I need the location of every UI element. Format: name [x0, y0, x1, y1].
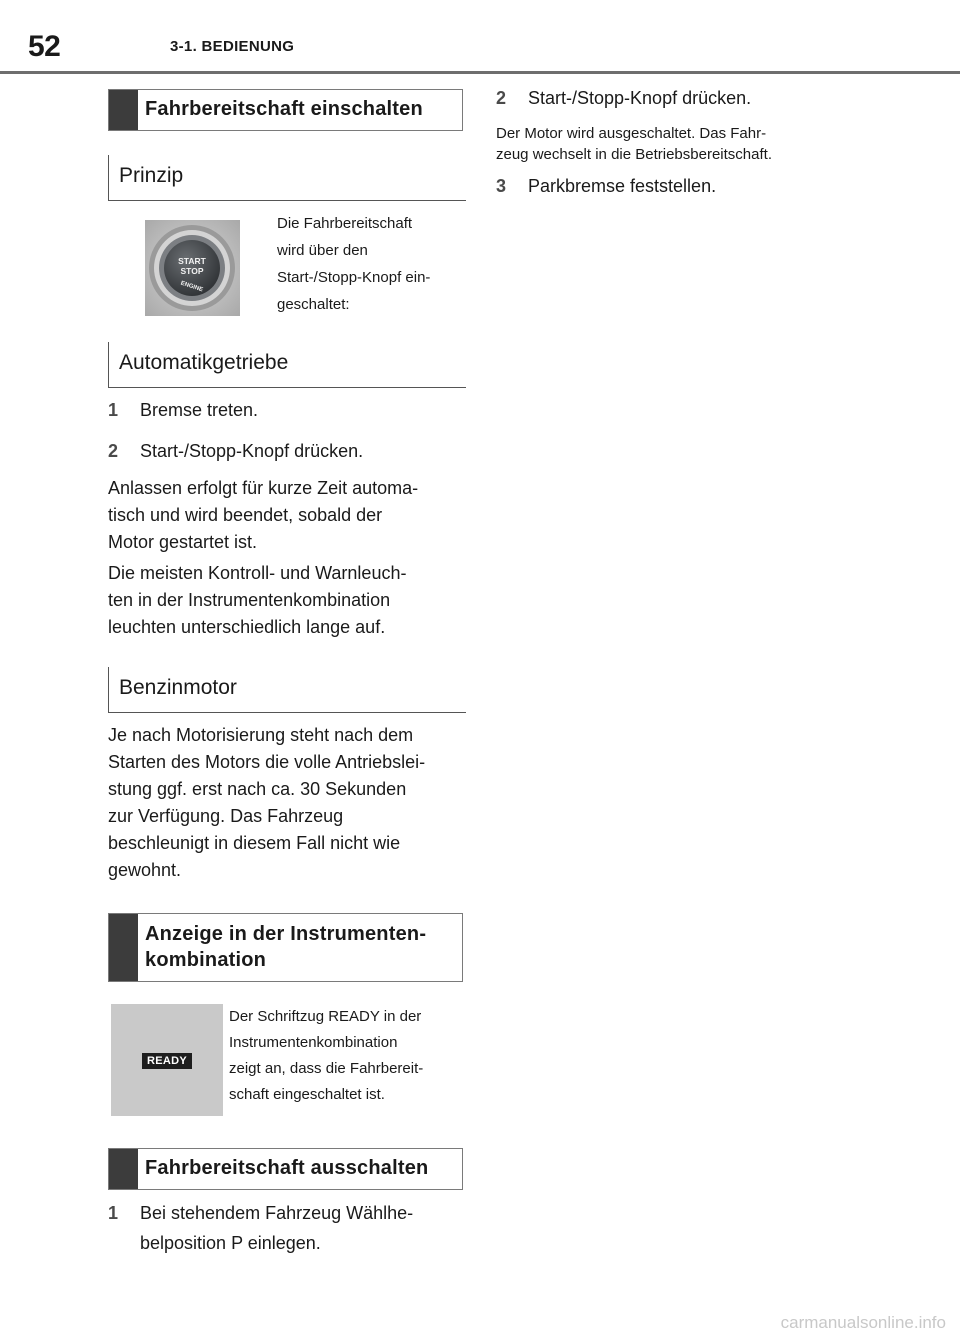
button-label-stop: STOP: [180, 266, 204, 276]
step-number: 2: [108, 441, 119, 461]
caption-line: Die Fahrbereitschaft: [277, 215, 413, 232]
section-title-line: kombination: [145, 949, 267, 971]
section-title: Fahrbereitschaft ausschalten: [145, 1157, 429, 1179]
caption-line: zeigt an, dass die Fahrbereit-: [229, 1060, 424, 1077]
ready-indicator: READY: [142, 1053, 192, 1069]
para-line: Starten des Motors die volle Antriebslei-: [108, 752, 426, 772]
watermark: carmanualsonline.info: [780, 1313, 946, 1332]
step-number: 2: [496, 88, 507, 108]
step-text: Start-/Stopp-Knopf drücken.: [140, 441, 364, 461]
para-line: Motor gestartet ist.: [108, 532, 258, 552]
step-text-line: Bei stehendem Fahrzeug Wählhe-: [140, 1203, 414, 1223]
para-line: Die meisten Kontroll- und Warnleuch-: [108, 563, 407, 583]
para-line: gewohnt.: [108, 860, 182, 880]
subheading-label: Prinzip: [119, 164, 184, 187]
section-heading-off: [108, 1148, 463, 1190]
page-number: 52: [28, 30, 61, 63]
button-label-engine: ENGINE: [179, 280, 204, 294]
step-number: 1: [108, 400, 119, 420]
para-line: Je nach Motorisierung steht nach dem: [108, 725, 414, 745]
section-bar: [109, 90, 138, 130]
step-number: 1: [108, 1203, 119, 1223]
ready-display-image: [111, 1004, 223, 1116]
note-line: zeug wechselt in die Betriebsbereitschaft.: [496, 146, 772, 163]
step-text: Bremse treten.: [140, 400, 259, 420]
para-line: leuchten unterschiedlich lange auf.: [108, 617, 386, 637]
para-line: Anlassen erfolgt für kurze Zeit automa-: [108, 478, 419, 498]
caption-line: Instrumentenkombination: [229, 1034, 398, 1051]
caption-line: schaft eingeschaltet ist.: [229, 1086, 385, 1103]
subheading-label: Benzinmotor: [119, 676, 237, 699]
step-text: Parkbremse feststellen.: [528, 176, 717, 196]
para-line: stung ggf. erst nach ca. 30 Sekunden: [108, 779, 407, 799]
para-line: tisch und wird beendet, sobald der: [108, 505, 383, 525]
header-rule: [0, 71, 960, 74]
section-heading-display: [108, 913, 463, 982]
subheading-automatikgetriebe: [108, 342, 466, 388]
caption-line: Start-/Stopp-Knopf ein-: [277, 269, 431, 286]
chapter-title: 3-1. BEDIENUNG: [170, 38, 295, 55]
para-line: ten in der Instrumentenkombination: [108, 590, 391, 610]
section-heading-on: [108, 89, 463, 131]
caption-line: wird über den: [277, 242, 368, 259]
section-bar: [109, 914, 138, 981]
caption-line: geschaltet:: [277, 296, 350, 313]
note-line: Der Motor wird ausgeschaltet. Das Fahr-: [496, 125, 767, 142]
start-stop-button-icon: [145, 220, 240, 316]
step-text: Start-/Stopp-Knopf drücken.: [528, 88, 752, 108]
step-number: 3: [496, 176, 507, 196]
button-label-start: START: [178, 256, 206, 266]
para-line: zur Verfügung. Das Fahrzeug: [108, 806, 344, 826]
caption-line: Der Schriftzug READY in der: [229, 1008, 422, 1025]
para-line: beschleunigt in diesem Fall nicht wie: [108, 833, 401, 853]
section-title: Fahrbereitschaft einschalten: [145, 98, 423, 120]
subheading-benzinmotor: [108, 667, 466, 713]
subheading-prinzip: [108, 155, 466, 201]
section-bar: [109, 1149, 138, 1189]
start-stop-button-image: [145, 220, 240, 316]
off-step-1: [108, 1198, 466, 1262]
subheading-label: Automatikgetriebe: [119, 351, 289, 374]
step-text-line: belposition P einlegen.: [140, 1233, 321, 1253]
section-title-line: Anzeige in der Instrumenten-: [145, 923, 427, 945]
